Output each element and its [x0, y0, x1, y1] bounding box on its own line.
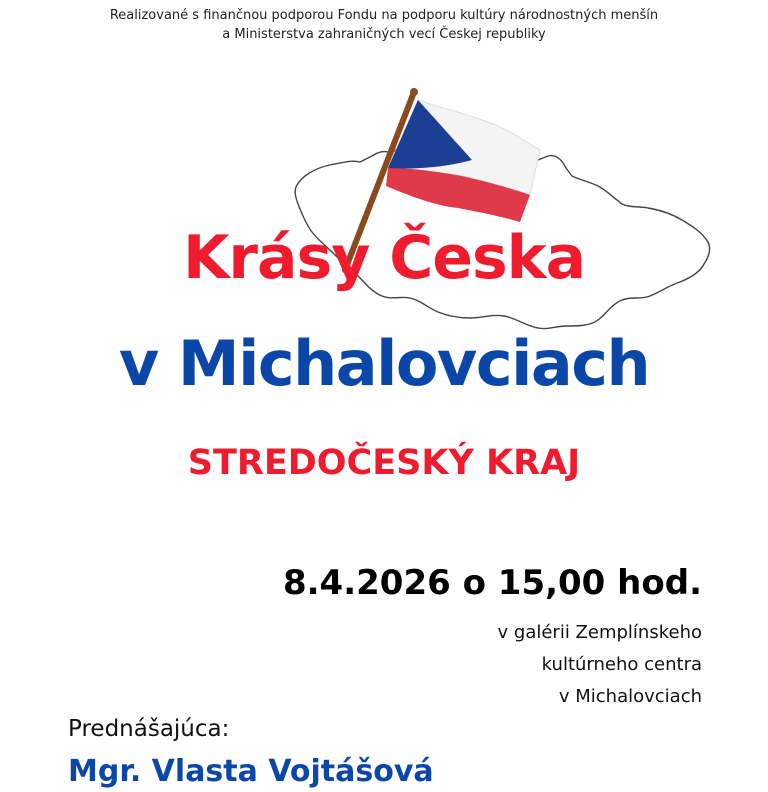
- funding-line-2: a Ministerstva zahraničných vecí Českej republiky: [222, 27, 546, 42]
- event-venue: [498, 617, 702, 713]
- lecturer-label: Prednášajúca:: [68, 716, 230, 742]
- title-line-1: Krásy Česka: [182, 223, 586, 293]
- venue-line-2: kultúrneho centra: [541, 654, 702, 675]
- funding-line-1: Realizované s finančnou podporou Fondu na podporu kultúry národnostných menšín: [109, 8, 659, 23]
- lecturer-name: Mgr. Vlasta Vojtášová: [68, 754, 434, 789]
- venue-line-3: v Michalovciach: [558, 686, 702, 707]
- venue-line-1: v galérii Zemplínskeho: [497, 622, 702, 643]
- event-datetime: 8.4.2026 o 15,00 hod.: [282, 563, 702, 603]
- title-line-2: v Michalovciach: [118, 327, 650, 400]
- region-heading: STREDOČESKÝ KRAJ: [187, 443, 581, 483]
